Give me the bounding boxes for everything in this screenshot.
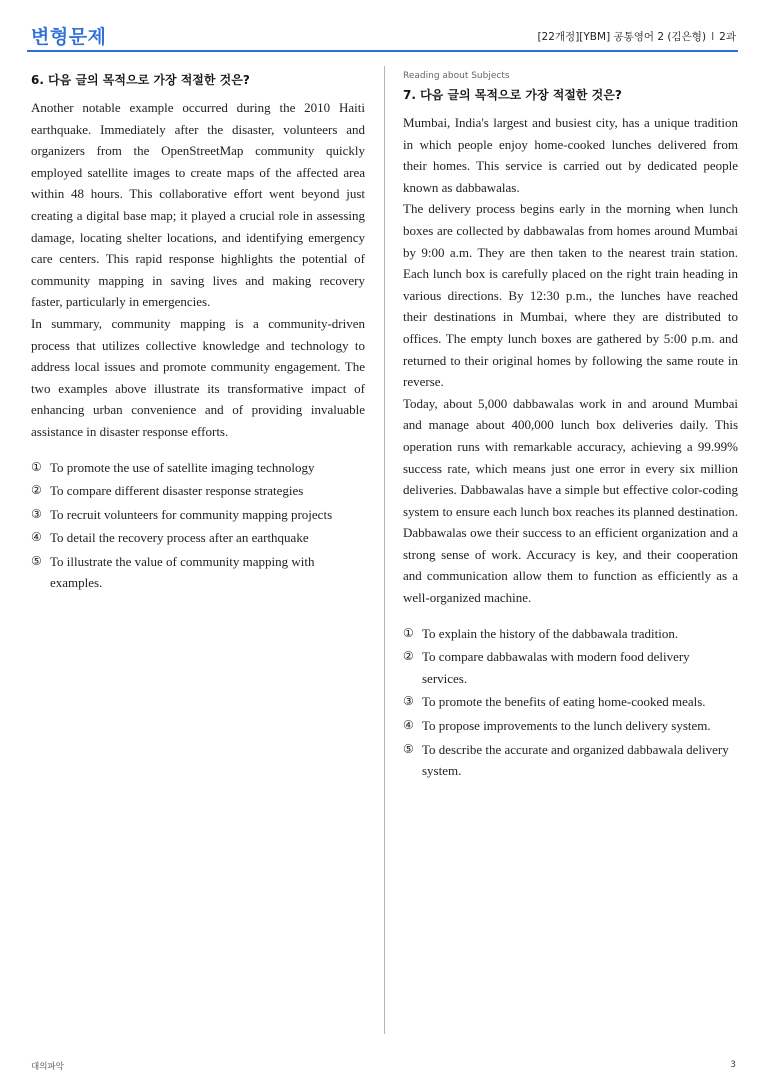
answer-option[interactable] [403, 691, 738, 713]
question-7-column [403, 66, 738, 784]
question-7-passage [403, 112, 738, 609]
option-number: ③ [403, 694, 414, 709]
option-number: ⑤ [31, 553, 42, 568]
question-7-heading: 7. 다음 글의 목적으로 가장 적절한 것은? [403, 88, 622, 102]
option-text: To illustrate the value of community mapping with examples. [50, 553, 315, 591]
passage-paragraph: In summary, community mapping is a community-driven process that utilizes collective knowledge and technology to address local issues and promote community engagement. The two examples above illustrate its transformative impact of enhancing urban convenience and of providing invaluable assistance in disaster response efforts. [31, 315, 365, 439]
answer-option[interactable] [31, 480, 365, 502]
course-name: [22개정][YBM] 공통영어 2 (김은형) [537, 31, 707, 43]
footer-category: 대의파악 [31, 1062, 64, 1072]
section-label: Reading about Subjects [403, 71, 510, 81]
option-number: ⑤ [403, 741, 414, 756]
answer-option[interactable] [31, 527, 365, 549]
question-6-passage [31, 97, 365, 443]
option-text: To promote the benefits of eating home-cooked meals. [422, 694, 706, 710]
page-number: 3 [730, 1060, 736, 1070]
option-text: To detail the recovery process after an earthquake [50, 530, 309, 546]
question-6-options [31, 457, 365, 595]
option-number: ② [403, 649, 414, 664]
option-text: To explain the history of the dabbawala tradition. [422, 625, 679, 641]
column-divider [384, 66, 385, 1034]
option-number: ④ [31, 530, 42, 545]
question-6-heading: 6. 다음 글의 목적으로 가장 적절한 것은? [31, 73, 250, 87]
lesson-label: 2과 [719, 31, 736, 43]
option-number: ③ [31, 506, 42, 521]
option-text: To compare dabbawalas with modern food delivery services. [422, 649, 690, 686]
answer-option[interactable] [31, 504, 365, 526]
answer-option[interactable] [31, 457, 365, 479]
question-6-column [31, 66, 365, 596]
answer-option[interactable] [403, 739, 738, 782]
option-text: To promote the use of satellite imaging technology [50, 459, 315, 475]
passage-paragraph: Another notable example occurred during the 2010 Haiti earthquake. Immediately after the disaster, volunteers and organizers from the OpenStreetMap community quickly employed satellite images to create maps of the affected area within 48 hours. This collaborative effort went beyond just creating a digital base map; it played a crucial role in assessing damage, locating shelter locations, and identifying emergency care centers. This rapid response highlights the potential of community mapping in saving lives and making recovery faster, particularly in emergencies. [31, 100, 365, 310]
answer-option[interactable] [31, 551, 365, 594]
option-number: ① [31, 459, 42, 474]
question-7-options [403, 623, 738, 782]
option-number: ② [31, 483, 42, 498]
answer-option[interactable] [403, 646, 738, 689]
option-text: To recruit volunteers for community mapping projects [50, 506, 333, 522]
course-info [537, 29, 736, 44]
header-divider [27, 50, 738, 52]
option-text: To propose improvements to the lunch delivery system. [422, 718, 711, 734]
option-text: To compare different disaster response strategies [50, 483, 304, 499]
passage-paragraph: Mumbai, India's largest and busiest city, has a unique tradition in which people enjoy home-cooked lunches delivered from their homes. This service is carried out by dedicated people known as dabbawalas. [403, 115, 738, 195]
passage-paragraph: The delivery process begins early in the morning when lunch boxes are collected by dabbawalas from homes around Mumbai by 9:00 a.m. They are then taken to the nearest train station. Each lunch box is carefully placed on the right train heading in various directions. By 12:30 p.m., the lunches have reached their destinations in Mumbai, where they are distributed to offices. The empty lunch boxes are gathered by 5:00 p.m. and returned to their original homes by following the same route in reverse. [403, 201, 738, 390]
passage-paragraph: Today, about 5,000 dabbawalas work in and around Mumbai and manage about 400,000 lunch box deliveries daily. This operation runs with remarkable accuracy, achieving a 99.99% success rate, which means just one error in every six million deliveries. Dabbawalas have a simple but effective color-coding system to ensure each lunch box reaches its planned destination. Dabbawalas owe their success to an efficient organization and a strong sense of work. Accuracy is key, and their cooperation and communication allow them to function as efficiently as a well-organized machine. [403, 395, 738, 606]
page-title: 변형문제 [31, 26, 107, 48]
header-separator: I [711, 31, 715, 43]
answer-option[interactable] [403, 715, 738, 737]
option-number: ① [403, 625, 414, 640]
answer-option[interactable] [403, 623, 738, 645]
option-text: To describe the accurate and organized dabbawala delivery system. [422, 741, 729, 779]
option-number: ④ [403, 718, 414, 733]
